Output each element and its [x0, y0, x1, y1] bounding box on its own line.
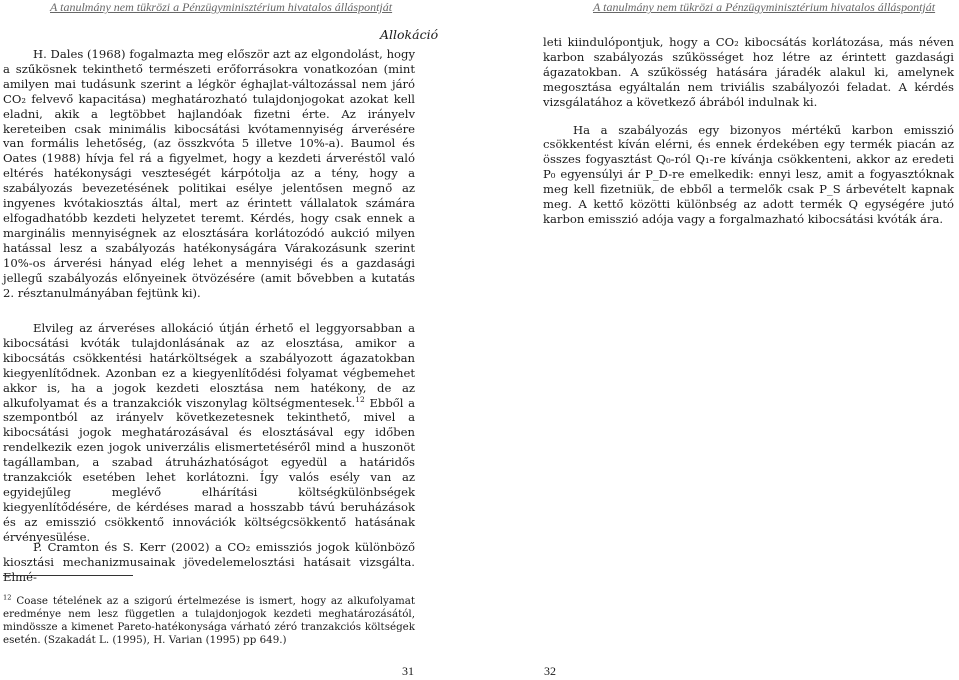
- footnote-divider: [3, 575, 133, 576]
- page-number-left: 31: [402, 664, 414, 678]
- paragraph-text: Elvileg az árveréses allokáció útján érhető el leggyorsabban a kibocsátási kvóták tulajdonlásának az az elosztása, amikor a kibocsátás csökkentési határköltségek a szabályozott ágazatokban kiegyenlítődnek. Azonban ez a kiegyenlítődési folyamat végbemehet akkor is, ha a jogok kezdeti elosztása nem hatékony, de az alkufolyamat és a tranzakciók viszonylag költségmentesek.: [3, 321, 415, 410]
- footnote-text: Coase tételének az a szigorú értelmezése is ismert, hogy az alkufolyamat eredménye nem lesz független a tulajdonjogok kezdeti meghatározásától, mindössze a kimenet Pareto-hatékonysága várható zéró tranzakciós költségek esetén. (Szakadát L. (1995), H. Varian (1995) pp 649.): [3, 595, 415, 646]
- right-paragraph-2: Ha a szabályozás egy bizonyos mértékű karbon emisszió csökkentést kíván elérni, és ennek érdekében egy termék piacán az összes fogyasztást Q₀-ról Q₁-re kívánja csökkenteni, akkor az eredeti P₀ egyensúlyi ár P_D-re emelkedik: ennyi lesz, amit a fogyasztóknak meg kell fizetniük, de ebből a termelők csak P_S árbevételt kapnak meg. A kettő közötti különbség az adott termék Q egységére jutó karbon emisszió adója vagy a forgalmazható kibocsátási kvóták ára.: [543, 122, 954, 226]
- right-column: [543, 35, 954, 227]
- left-paragraph-2: [3, 321, 415, 545]
- footnote-ref[interactable]: 12: [355, 394, 365, 404]
- paragraph-text-cont: Ebből a szempontból az irányelv következetesnek tekinthető, mivel a kibocsátási jogok meghatározásával és elosztásával egy időben rendelkezik ezen jogok univerzális elismertetéséről mind a huszonöt tagállamban, a szabad átruházhatóságot egyedül a határidős tranzakciók esetében lehet korlátozni. Így valós esély van az egyidejűleg meglévő elhárítási költségkülönbségek kiegyenlítődésére, de kérdéses marad a hosszabb távú beruházások és az emisszió csökkentő innovációk költségcsökkentő hatásának érvényesülése.: [3, 395, 416, 544]
- paragraph-text: P. Cramton és S. Kerr (2002) a CO₂ emissziós jogok különböző kiosztási mechanizmusainak jövedelemelosztási hatásait vizsgálta. Elmé-: [3, 540, 415, 584]
- right-paragraph-1: leti kiindulópontjuk, hogy a CO₂ kibocsátás korlátozása, más néven karbon szabályozás szűkösséget hoz létre az érintett gazdasági ágazatokban. A szűkösség hatására járadék alakul ki, amelynek megosztása egyáltalán nem triviális szabályozói feladat. A kérdés vizsgálatához a következő ábrából indulnak ki.: [543, 35, 954, 109]
- footnote-number: 12: [3, 593, 12, 602]
- page-number-right: 32: [544, 664, 556, 678]
- paragraph-text: H. Dales (1968) fogalmazta meg először azt az elgondolást, hogy a szűkösnek tekinthető természeti erőforrásokra vonatkozóan (mint amilyen mai tudásunk szerint a légkör éghajlat-változással nem járó CO₂ felvevő kapacitása) meghatározható tulajdonjogokat azokat kell eladni, akik a legtöbbet hajlandóak fizetni érte. Az irányelv kereteiben csak minimális kibocsátási kvótamennyiség árverésére van formális lehetőség, (az összkvóta 5 illetve 10%-a). Baumol és Oates (1988) hívja fel rá a figyelmet, hogy a kezdeti árveréstől való eltérés hatékonysági veszteségét kárpótolja az a tény, hogy a szabályozás bevezetésének politikai esélye jelentősen megnő az ingyenes kvótakiosztás által, mert az érintett vállalatok számára elfogadhatóbb kezdeti helyzetet teremt. Kérdés, hogy csak ennek a marginális mennyiségnek az elosztására korlátozódó aukció milyen hatással lesz a szabályozás hatékonyságára Várakozásunk szerint 10%-os árverési hányad elég lehet a mennyiségi és a gazdasági jellegű szabályozás előnyeinek ötvözésére (amit bővebben a kutatás 2. résztanulmányában fejtünk ki).: [3, 47, 415, 300]
- section-title: Allokáció: [380, 27, 439, 42]
- left-paragraph-1: [3, 47, 415, 300]
- running-header-left: A tanulmány nem tükrözi a Pénzügyminisztérium hivatalos álláspontját: [50, 0, 393, 14]
- running-header-right: A tanulmány nem tükrözi a Pénzügyminisztérium hivatalos álláspontját: [593, 0, 936, 14]
- footnote: [3, 595, 415, 647]
- left-paragraph-3: [3, 540, 415, 585]
